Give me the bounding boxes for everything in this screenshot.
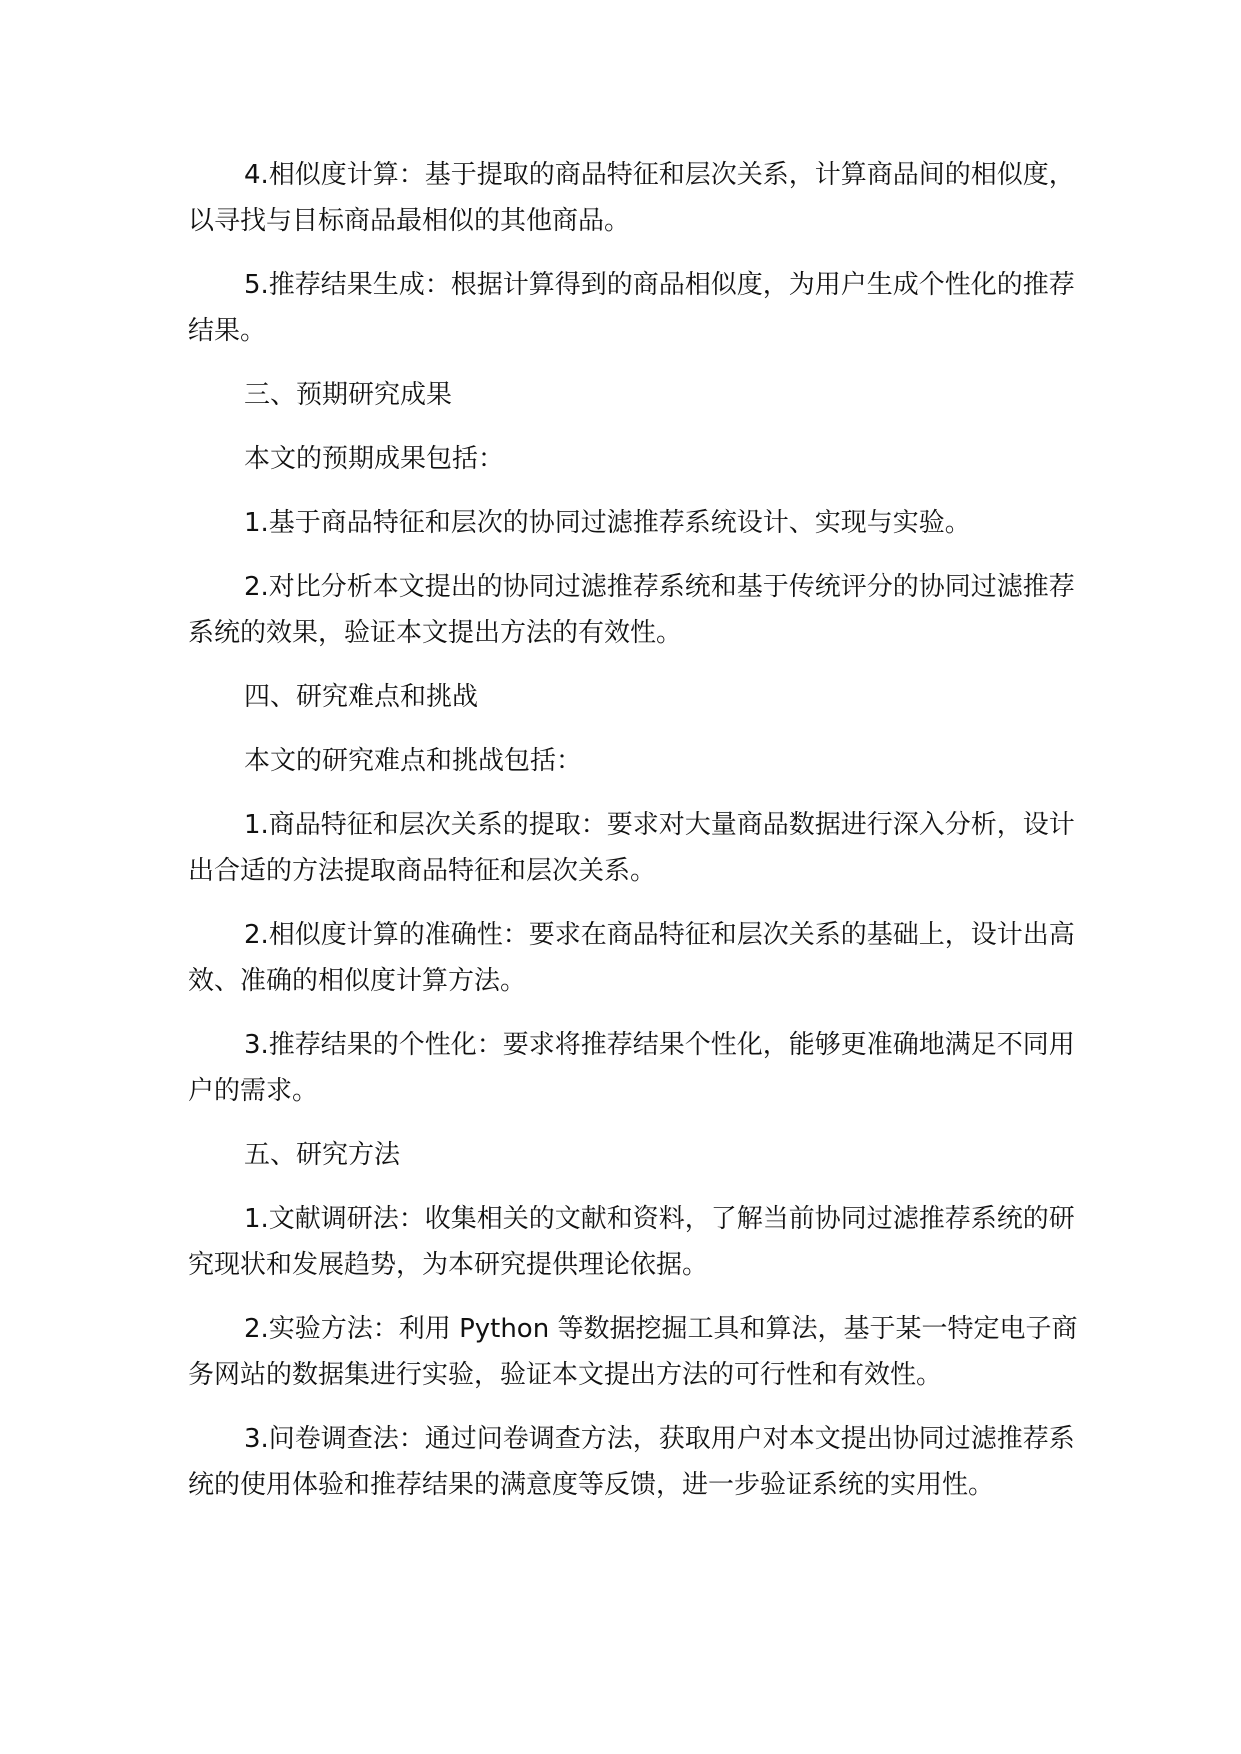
paragraph-challenge-3: 3.推荐结果的个性化：要求将推荐结果个性化，能够更准确地满足不同用户的需求。 — [188, 1030, 1075, 1106]
paragraph-method-1: 1.文献调研法：收集相关的文献和资料，了解当前协同过滤推荐系统的研究现状和发展趋势，为本研究提供理论依据。 — [188, 1204, 1075, 1280]
paragraph-challenge-1: 1.商品特征和层次关系的提取：要求对大量商品数据进行深入分析，设计出合适的方法提取商品特征和层次关系。 — [188, 810, 1075, 886]
paragraph-method-3: 3.问卷调查法：通过问卷调查方法，获取用户对本文提出协同过滤推荐系统的使用体验和推荐结果的满意度等反馈，进一步验证系统的实用性。 — [188, 1424, 1075, 1500]
paragraph-method-2: 2.实验方法：利用 Python 等数据挖掘工具和算法，基于某一特定电子商务网站的数据集进行实验，验证本文提出方法的可行性和有效性。 — [188, 1314, 1078, 1390]
document-body — [188, 152, 1088, 1526]
paragraph-expected-result-2: 2.对比分析本文提出的协同过滤推荐系统和基于传统评分的协同过滤推荐系统的效果，验证本文提出方法的有效性。 — [188, 572, 1075, 648]
paragraph-recommendation-generation: 5.推荐结果生成：根据计算得到的商品相似度，为用户生成个性化的推荐结果。 — [188, 270, 1075, 346]
section-heading-methods: 五、研究方法 — [244, 1140, 401, 1170]
paragraph-expected-results-intro: 本文的预期成果包括： — [244, 444, 505, 474]
paragraph-challenge-2: 2.相似度计算的准确性：要求在商品特征和层次关系的基础上，设计出高效、准确的相似度计算方法。 — [188, 920, 1075, 996]
paragraph-expected-result-1: 1.基于商品特征和层次的协同过滤推荐系统设计、实现与实验。 — [244, 508, 971, 538]
section-heading-expected-results: 三、预期研究成果 — [244, 380, 453, 410]
paragraph-challenges-intro: 本文的研究难点和挑战包括： — [244, 746, 583, 776]
section-heading-challenges: 四、研究难点和挑战 — [244, 682, 479, 712]
paragraph-similarity-calculation: 4.相似度计算：基于提取的商品特征和层次关系，计算商品间的相似度，以寻找与目标商品最相似的其他商品。 — [188, 160, 1075, 236]
